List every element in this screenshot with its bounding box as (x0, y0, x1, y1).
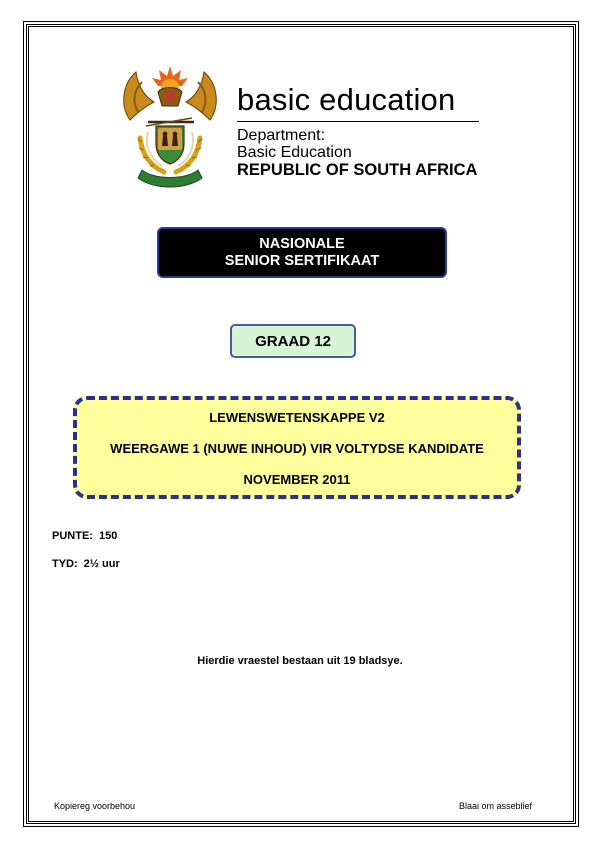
subject-panel (73, 396, 521, 499)
country-name: REPUBLIC OF SOUTH AFRICA (237, 161, 478, 179)
time-value: 2½ uur (83, 558, 120, 570)
brand-title: basic education (237, 82, 456, 117)
exam-session: NOVEMBER 2011 (243, 472, 351, 487)
time-row (52, 558, 120, 570)
marks-label: PUNTE: (52, 530, 93, 542)
marks-value: 150 (98, 530, 118, 542)
coat-of-arms-icon (118, 62, 222, 192)
page-count-note: Hierdie vraestel bestaan uit 19 bladsye. (197, 655, 403, 667)
department-name: Basic Education (237, 144, 352, 161)
subject-version: WEERGAWE 1 (NUWE INHOUD) VIR VOLTYDSE KANDIDATE (110, 441, 484, 456)
certificate-banner (157, 227, 447, 278)
subject-title: LEWENSWETENSKAPPE V2 (209, 410, 385, 425)
department-label: Department: (237, 127, 326, 144)
brand-rule (237, 121, 479, 122)
certificate-line-2: SENIOR SERTIFIKAAT (224, 252, 380, 269)
certificate-line-1: NASIONALE (259, 235, 345, 252)
copyright-footer: Kopiereg voorbehou (54, 801, 136, 811)
turn-over-footer: Blaai om asseblief (459, 801, 533, 811)
time-label: TYD: (52, 558, 78, 570)
grade-badge (230, 324, 356, 358)
grade-label: GRAAD 12 (255, 332, 331, 350)
marks-row (52, 530, 117, 542)
